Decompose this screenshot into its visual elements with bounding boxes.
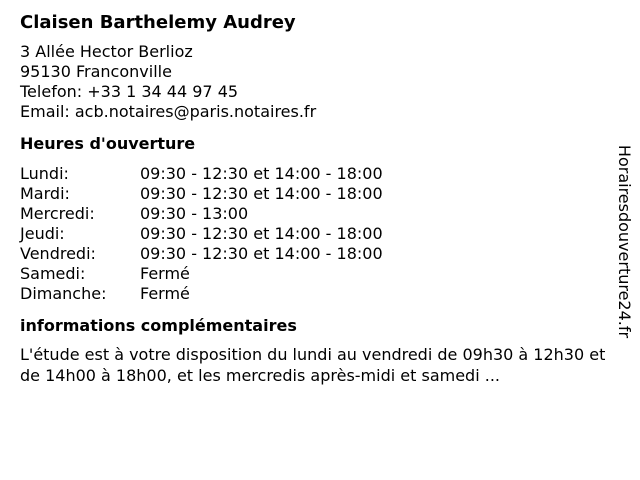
day-label: Dimanche: [20, 284, 107, 303]
hours-table [20, 164, 610, 304]
day-label: Mercredi: [20, 204, 95, 223]
hours-heading: Heures d'ouverture [20, 134, 196, 153]
email-line [20, 102, 610, 122]
info-heading: informations complémentaires [20, 316, 297, 335]
day-label: Samedi: [20, 264, 86, 283]
day-label: Vendredi: [20, 244, 96, 263]
hours-row-thursday [20, 224, 610, 244]
day-hours: 09:30 - 12:30 et 14:00 - 18:00 [140, 164, 383, 183]
day-hours: 09:30 - 12:30 et 14:00 - 18:00 [140, 244, 383, 263]
hours-row-monday [20, 164, 610, 184]
day-label: Lundi: [20, 164, 69, 183]
email-address[interactable]: acb.notaires@paris.notaires.fr [74, 102, 317, 121]
phone-line [20, 82, 610, 102]
hours-row-sunday [20, 284, 610, 304]
day-hours: Fermé [140, 284, 190, 303]
business-name: Claisen Barthelemy Audrey [20, 12, 296, 33]
hours-row-friday [20, 244, 610, 264]
site-watermark [610, 135, 640, 347]
address-line-2: 95130 Franconville [20, 62, 172, 81]
hours-row-tuesday [20, 184, 610, 204]
hours-row-wednesday [20, 204, 610, 224]
day-label: Mardi: [20, 184, 70, 203]
phone-label: Telefon: [20, 82, 83, 101]
hours-row-saturday [20, 264, 610, 284]
day-label: Jeudi: [20, 224, 65, 243]
phone-number[interactable]: +33 1 34 44 97 45 [87, 82, 239, 101]
address-line-1: 3 Allée Hector Berlioz [20, 42, 193, 61]
email-label: Email: [20, 102, 70, 121]
day-hours: Fermé [140, 264, 190, 283]
business-card [20, 10, 610, 386]
info-text: L'étude est à votre disposition du lundi au vendredi de 09h30 à 12h30 et de 14h00 à 18h00, et les mercredis après-midi et samedi ... [20, 345, 606, 385]
watermark-text: Horairesdouverture24.fr [615, 144, 635, 338]
day-hours: 09:30 - 13:00 [140, 204, 249, 223]
day-hours: 09:30 - 12:30 et 14:00 - 18:00 [140, 224, 383, 243]
day-hours: 09:30 - 12:30 et 14:00 - 18:00 [140, 184, 383, 203]
